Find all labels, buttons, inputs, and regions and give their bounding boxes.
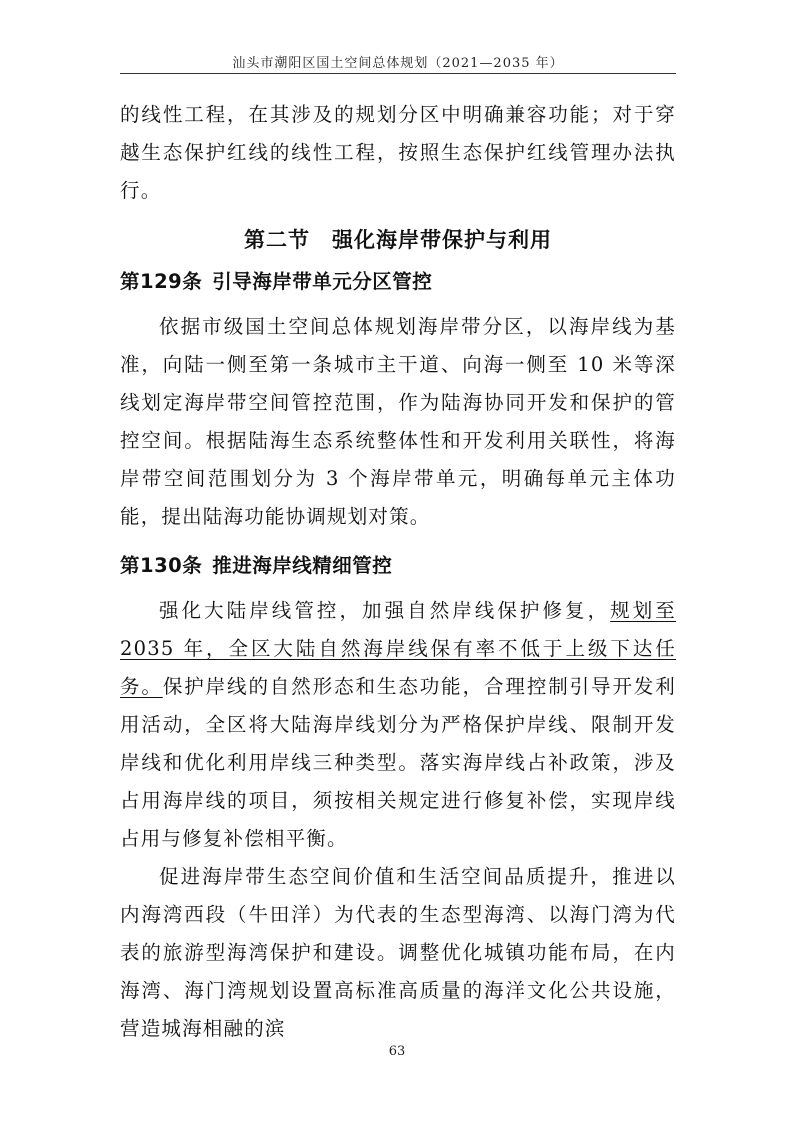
article-title: 引导海岸带单元分区管控 — [212, 270, 433, 293]
article-130-paragraph-2: 促进海岸带生态空间价值和生活空间品质提升，推进以内海湾西段（牛田洋）为代表的生态型海湾、以海门湾为代表的旅游型海湾保护和建设。调整优化城镇功能布局，在内海湾、海门湾规划设置高标准高质量的海洋文化公共设施，营造城海相融的滨 — [120, 865, 676, 1040]
section-title: 第二节 强化海岸带保护与利用 — [244, 228, 552, 252]
paragraph-continued: 的线性工程，在其涉及的规划分区中明确兼容功能；对于穿越生态保护红线的线性工程，按照生态保护红线管理办法执行。 — [120, 103, 676, 202]
article-number: 第130条 — [120, 554, 203, 577]
running-header: 汕头市潮阳区国土空间总体规划（2021—2035 年） — [232, 56, 564, 71]
page-body — [120, 96, 676, 1048]
paragraph-text: 保护岸线的自然形态和生态功能，合理控制引导开发利用活动，全区将大陆海岸线划分为严格保护岸线、限制开发岸线和优化利用岸线三种类型。落实海岸线占补政策，涉及占用海岸线的项目，须按相关规定进行修复补偿，实现岸线占用与修复补偿相平衡。 — [120, 675, 676, 850]
article-130-paragraph — [120, 592, 676, 858]
article-number: 第129条 — [120, 270, 203, 293]
header-rule — [120, 73, 676, 74]
page-number: 63 — [388, 1044, 406, 1059]
underlined-target-text: 规划至 2035 年，全区大陆自然海岸线保有率不低于上级下达任务。 — [120, 599, 676, 698]
article-129-paragraph: 依据市级国土空间总体规划海岸带分区，以海岸线为基准，向陆一侧至第一条城市主干道、向海一侧至 10 米等深线划定海岸带空间管控范围，作为陆海协同开发和保护的管控空间。根据陆海生态系统整体性和开发利用关联性，将海岸带空间范围划分为 3 个海岸带单元，明确每单元主体功能，提出陆海功能协调规划对策。 — [120, 315, 676, 528]
article-title: 推进海岸线精细管控 — [212, 554, 393, 577]
article-129-heading — [120, 266, 676, 294]
paragraph-text: 强化大陆岸线管控，加强自然岸线保护修复， — [159, 599, 611, 622]
article-130-heading — [120, 550, 676, 578]
